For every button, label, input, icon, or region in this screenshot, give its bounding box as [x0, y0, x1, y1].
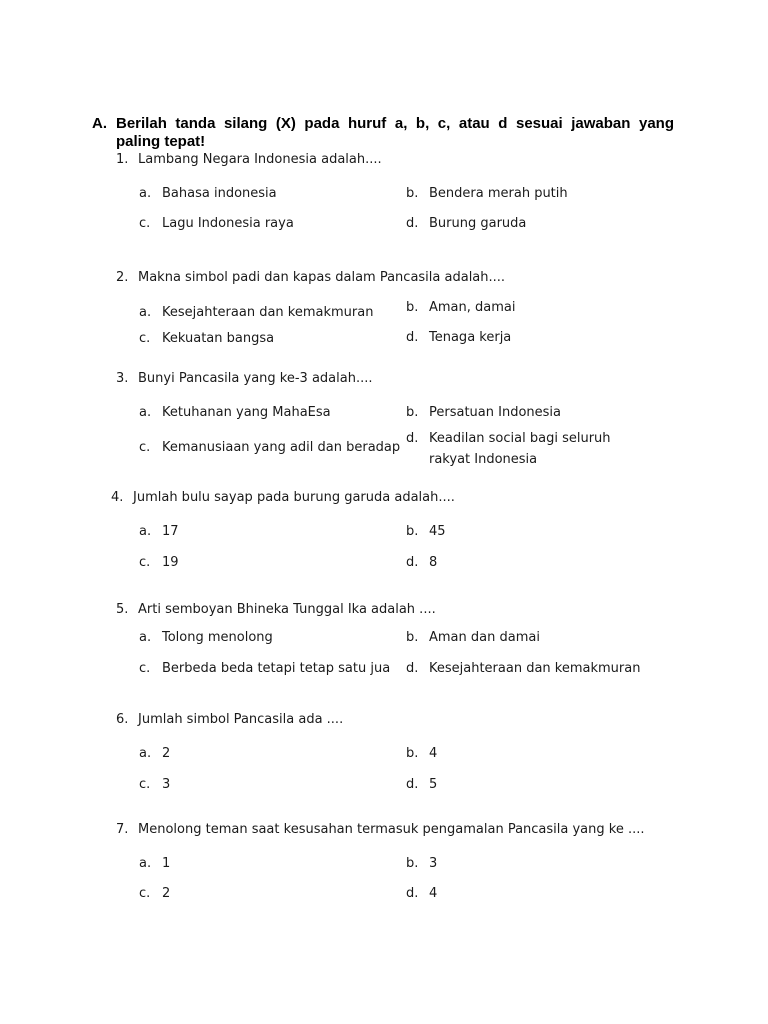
question-text: Jumlah bulu sayap pada burung garuda adalah....	[133, 490, 455, 505]
q5-option-b[interactable]	[406, 630, 540, 646]
question-number: 6.	[116, 712, 129, 727]
option-text: Keadilan social bagi seluruh rakyat Indonesia	[429, 431, 611, 467]
section-letter: A.	[92, 115, 107, 132]
option-letter: a.	[139, 405, 152, 420]
q3-option-a[interactable]	[139, 405, 331, 421]
option-text: 8	[429, 555, 438, 570]
option-letter: b.	[406, 524, 419, 539]
question-number: 4.	[111, 490, 124, 505]
q4-option-b[interactable]	[406, 524, 446, 540]
option-text: 5	[429, 777, 438, 792]
option-letter: b.	[406, 186, 419, 201]
q3-option-d[interactable]	[406, 428, 646, 470]
question-number: 2.	[116, 270, 129, 285]
option-letter: c.	[139, 886, 151, 901]
option-text: 4	[429, 886, 438, 901]
option-letter: a.	[139, 186, 152, 201]
q5-option-a[interactable]	[139, 630, 273, 646]
question-5	[116, 602, 436, 618]
question-2	[116, 270, 505, 286]
option-text: Aman dan damai	[429, 630, 540, 645]
option-text: Berbeda beda tetapi tetap satu jua	[162, 661, 391, 676]
option-letter: b.	[406, 746, 419, 761]
q5-option-d[interactable]	[406, 661, 640, 677]
option-text: Burung garuda	[429, 216, 527, 231]
option-letter: c.	[139, 331, 151, 346]
q3-option-b[interactable]	[406, 405, 561, 421]
q7-option-b[interactable]	[406, 856, 437, 872]
option-text: 19	[162, 555, 179, 570]
q7-option-d[interactable]	[406, 886, 437, 902]
instruction-line-2: paling tepat!	[116, 133, 206, 150]
option-letter: b.	[406, 856, 419, 871]
section-instruction	[116, 115, 674, 151]
option-text: Kesejahteraan dan kemakmuran	[162, 305, 374, 320]
q3-option-c[interactable]	[139, 440, 400, 456]
q2-option-c[interactable]	[139, 331, 274, 347]
question-7	[116, 822, 645, 838]
option-letter: c.	[139, 555, 151, 570]
q6-option-a[interactable]	[139, 746, 170, 762]
q4-option-c[interactable]	[139, 555, 179, 571]
question-1	[116, 152, 382, 168]
q1-option-c[interactable]	[139, 216, 294, 232]
option-letter: b.	[406, 300, 419, 315]
option-letter: c.	[139, 216, 151, 231]
option-text: 2	[162, 886, 171, 901]
option-text: Persatuan Indonesia	[429, 405, 561, 420]
option-letter: a.	[139, 524, 152, 539]
option-text: Kemanusiaan yang adil dan beradap	[162, 440, 401, 455]
q1-option-d[interactable]	[406, 216, 526, 232]
option-letter: c.	[139, 777, 151, 792]
option-text: Kesejahteraan dan kemakmuran	[429, 661, 641, 676]
option-letter: a.	[139, 856, 152, 871]
question-text: Bunyi Pancasila yang ke-3 adalah....	[138, 371, 373, 386]
q7-option-a[interactable]	[139, 856, 170, 872]
option-text: Kekuatan bangsa	[162, 331, 275, 346]
option-text: Tenaga kerja	[429, 330, 512, 345]
option-letter: d.	[406, 216, 419, 231]
option-letter: b.	[406, 630, 419, 645]
option-text: 2	[162, 746, 171, 761]
question-number: 3.	[116, 371, 129, 386]
instruction-line-1: Berilah tanda silang (X) pada huruf a, b, c, atau d sesuai jawaban yang	[116, 115, 674, 132]
question-text: Jumlah simbol Pancasila ada ....	[138, 712, 344, 727]
option-letter: d.	[406, 330, 419, 345]
question-text: Menolong teman saat kesusahan termasuk pengamalan Pancasila yang ke ....	[138, 822, 645, 837]
option-text: Bahasa indonesia	[162, 186, 277, 201]
option-letter: d.	[406, 555, 419, 570]
question-number: 7.	[116, 822, 129, 837]
option-text: 3	[429, 856, 438, 871]
option-text: Aman, damai	[429, 300, 516, 315]
question-6	[116, 712, 343, 728]
question-number: 5.	[116, 602, 129, 617]
q4-option-a[interactable]	[139, 524, 179, 540]
option-letter: a.	[139, 746, 152, 761]
option-letter: c.	[139, 440, 151, 455]
question-3	[116, 371, 372, 387]
question-text: Makna simbol padi dan kapas dalam Pancasila adalah....	[138, 270, 506, 285]
option-text: 45	[429, 524, 446, 539]
question-number: 1.	[116, 152, 129, 167]
option-letter: a.	[139, 630, 152, 645]
option-letter: a.	[139, 305, 152, 320]
q6-option-d[interactable]	[406, 777, 437, 793]
q2-option-a[interactable]	[139, 305, 373, 321]
option-text: 4	[429, 746, 438, 761]
q4-option-d[interactable]	[406, 555, 437, 571]
option-text: Bendera merah putih	[429, 186, 568, 201]
option-letter: c.	[139, 661, 151, 676]
option-letter: d.	[406, 431, 419, 446]
q2-option-d[interactable]	[406, 330, 511, 346]
option-text: Ketuhanan yang MahaEsa	[162, 405, 331, 420]
option-text: 3	[162, 777, 171, 792]
question-4	[111, 490, 455, 506]
q7-option-c[interactable]	[139, 886, 170, 902]
q1-option-a[interactable]	[139, 186, 277, 202]
question-text: Lambang Negara Indonesia adalah....	[138, 152, 382, 167]
option-letter: d.	[406, 777, 419, 792]
option-letter: b.	[406, 405, 419, 420]
q5-option-c[interactable]	[139, 661, 390, 677]
option-text: 17	[162, 524, 179, 539]
q2-option-b[interactable]	[406, 300, 516, 316]
q6-option-c[interactable]	[139, 777, 170, 793]
option-letter: d.	[406, 886, 419, 901]
option-letter: d.	[406, 661, 419, 676]
option-text: Lagu Indonesia raya	[162, 216, 294, 231]
question-text: Arti semboyan Bhineka Tunggal Ika adalah ....	[138, 602, 436, 617]
q6-option-b[interactable]	[406, 746, 437, 762]
q1-option-b[interactable]	[406, 186, 568, 202]
option-text: 1	[162, 856, 171, 871]
option-text: Tolong menolong	[162, 630, 273, 645]
